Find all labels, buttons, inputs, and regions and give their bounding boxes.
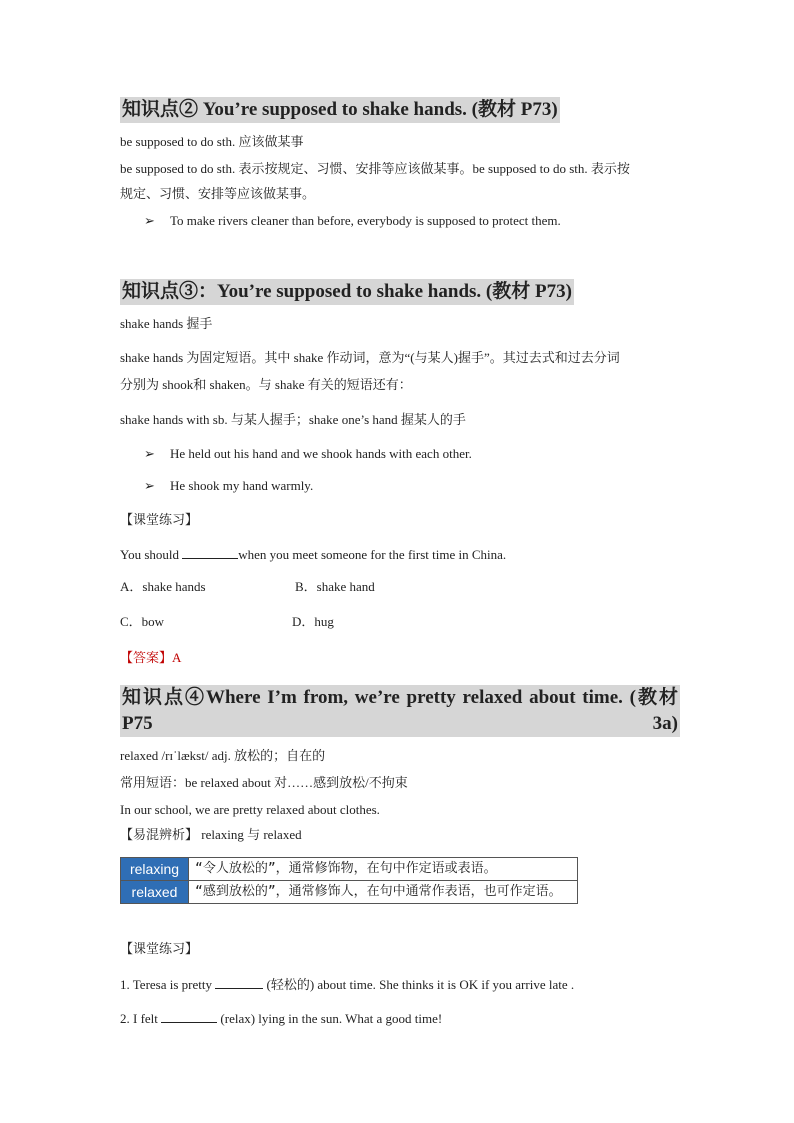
answer-blank[interactable]	[215, 975, 263, 989]
option-c: C．bow	[120, 614, 165, 629]
explanation-line: shake hands 为固定短语。其中 shake 作动词，意为“(与某人)握手”。其过去式和过去分词	[120, 350, 620, 365]
option-d: D．hug	[292, 614, 334, 629]
option-a: A．shake hands	[120, 579, 206, 594]
practice-label: 【课堂练习】	[120, 941, 199, 956]
phrases-line: shake hands with sb. 与某人握手；shake one’s hand 握某人的手	[120, 412, 466, 427]
explanation-line: 分别为 shook和 shaken。与 shake 有关的短语还有：	[120, 377, 412, 392]
table-term: relaxed	[121, 881, 189, 904]
example-text: He held out his hand and we shook hands with each other.	[170, 446, 472, 461]
question-text: 2. I felt	[120, 1011, 162, 1026]
table-term: relaxing	[121, 858, 189, 881]
example-item	[144, 212, 561, 230]
definition-line: relaxed /rɪˈlækst/ adj. 放松的；自在的	[120, 748, 326, 763]
arrow-bullet-icon: ➢	[144, 446, 155, 461]
arrow-bullet-icon: ➢	[144, 213, 155, 228]
practice-question-2	[120, 1009, 442, 1028]
question-text: You should	[120, 547, 183, 562]
table-desc: “令人放松的”，通常修饰物，在句中作定语或表语。	[189, 858, 578, 881]
question-text: 1. Teresa is pretty	[120, 977, 216, 992]
example-text: He shook my hand warmly.	[170, 478, 314, 493]
answer-label: 【答案】	[120, 650, 173, 665]
comparison-table	[120, 857, 578, 904]
question-text: when you meet someone for the first time in China.	[238, 547, 507, 562]
example-item	[144, 445, 472, 463]
table-desc: “感到放松的”，通常修饰人，在句中通常作表语，也可作定语。	[189, 881, 578, 904]
arrow-bullet-icon: ➢	[144, 478, 155, 493]
section-heading-4: 知识点④Where I’m from, we’re pretty relaxed about time. (教材 P75 3a)	[120, 685, 680, 737]
answer-line	[120, 649, 181, 667]
section-heading-2: 知识点② You’re supposed to shake hands. (教材 P73)	[120, 97, 560, 123]
answer-blank[interactable]	[161, 1009, 217, 1023]
definition-line: shake hands 握手	[120, 316, 213, 331]
section-heading-3: 知识点③：You’re supposed to shake hands. (教材 P73)	[120, 279, 574, 305]
explanation-line: be supposed to do sth. 表示按规定、习惯、安排等应该做某事。be supposed to do sth. 表示按	[120, 161, 630, 176]
example-line: In our school, we are pretty relaxed about clothes.	[120, 802, 380, 817]
confusion-label: 【易混辨析】 relaxing 与 relaxed	[120, 827, 302, 842]
example-text: To make rivers cleaner than before, everybody is supposed to protect them.	[170, 213, 561, 228]
table-row	[121, 858, 578, 881]
question-text: (轻松的) about time. She thinks it is OK if you arrive late .	[263, 977, 575, 992]
answer-value: A	[172, 650, 182, 665]
practice-question-1	[120, 975, 574, 994]
answer-blank[interactable]	[182, 545, 238, 559]
phrase-line: 常用短语：be relaxed about 对……感到放松/不拘束	[120, 775, 408, 790]
explanation-line: 规定、习惯、安排等应该做某事。	[120, 186, 316, 201]
question-text: (relax) lying in the sun. What a good time!	[217, 1011, 443, 1026]
table-row	[121, 881, 578, 904]
practice-label: 【课堂练习】	[120, 512, 199, 527]
definition-line: be supposed to do sth. 应该做某事	[120, 134, 304, 149]
practice-question	[120, 545, 506, 564]
example-item	[144, 477, 313, 495]
option-b: B．shake hand	[295, 579, 375, 594]
